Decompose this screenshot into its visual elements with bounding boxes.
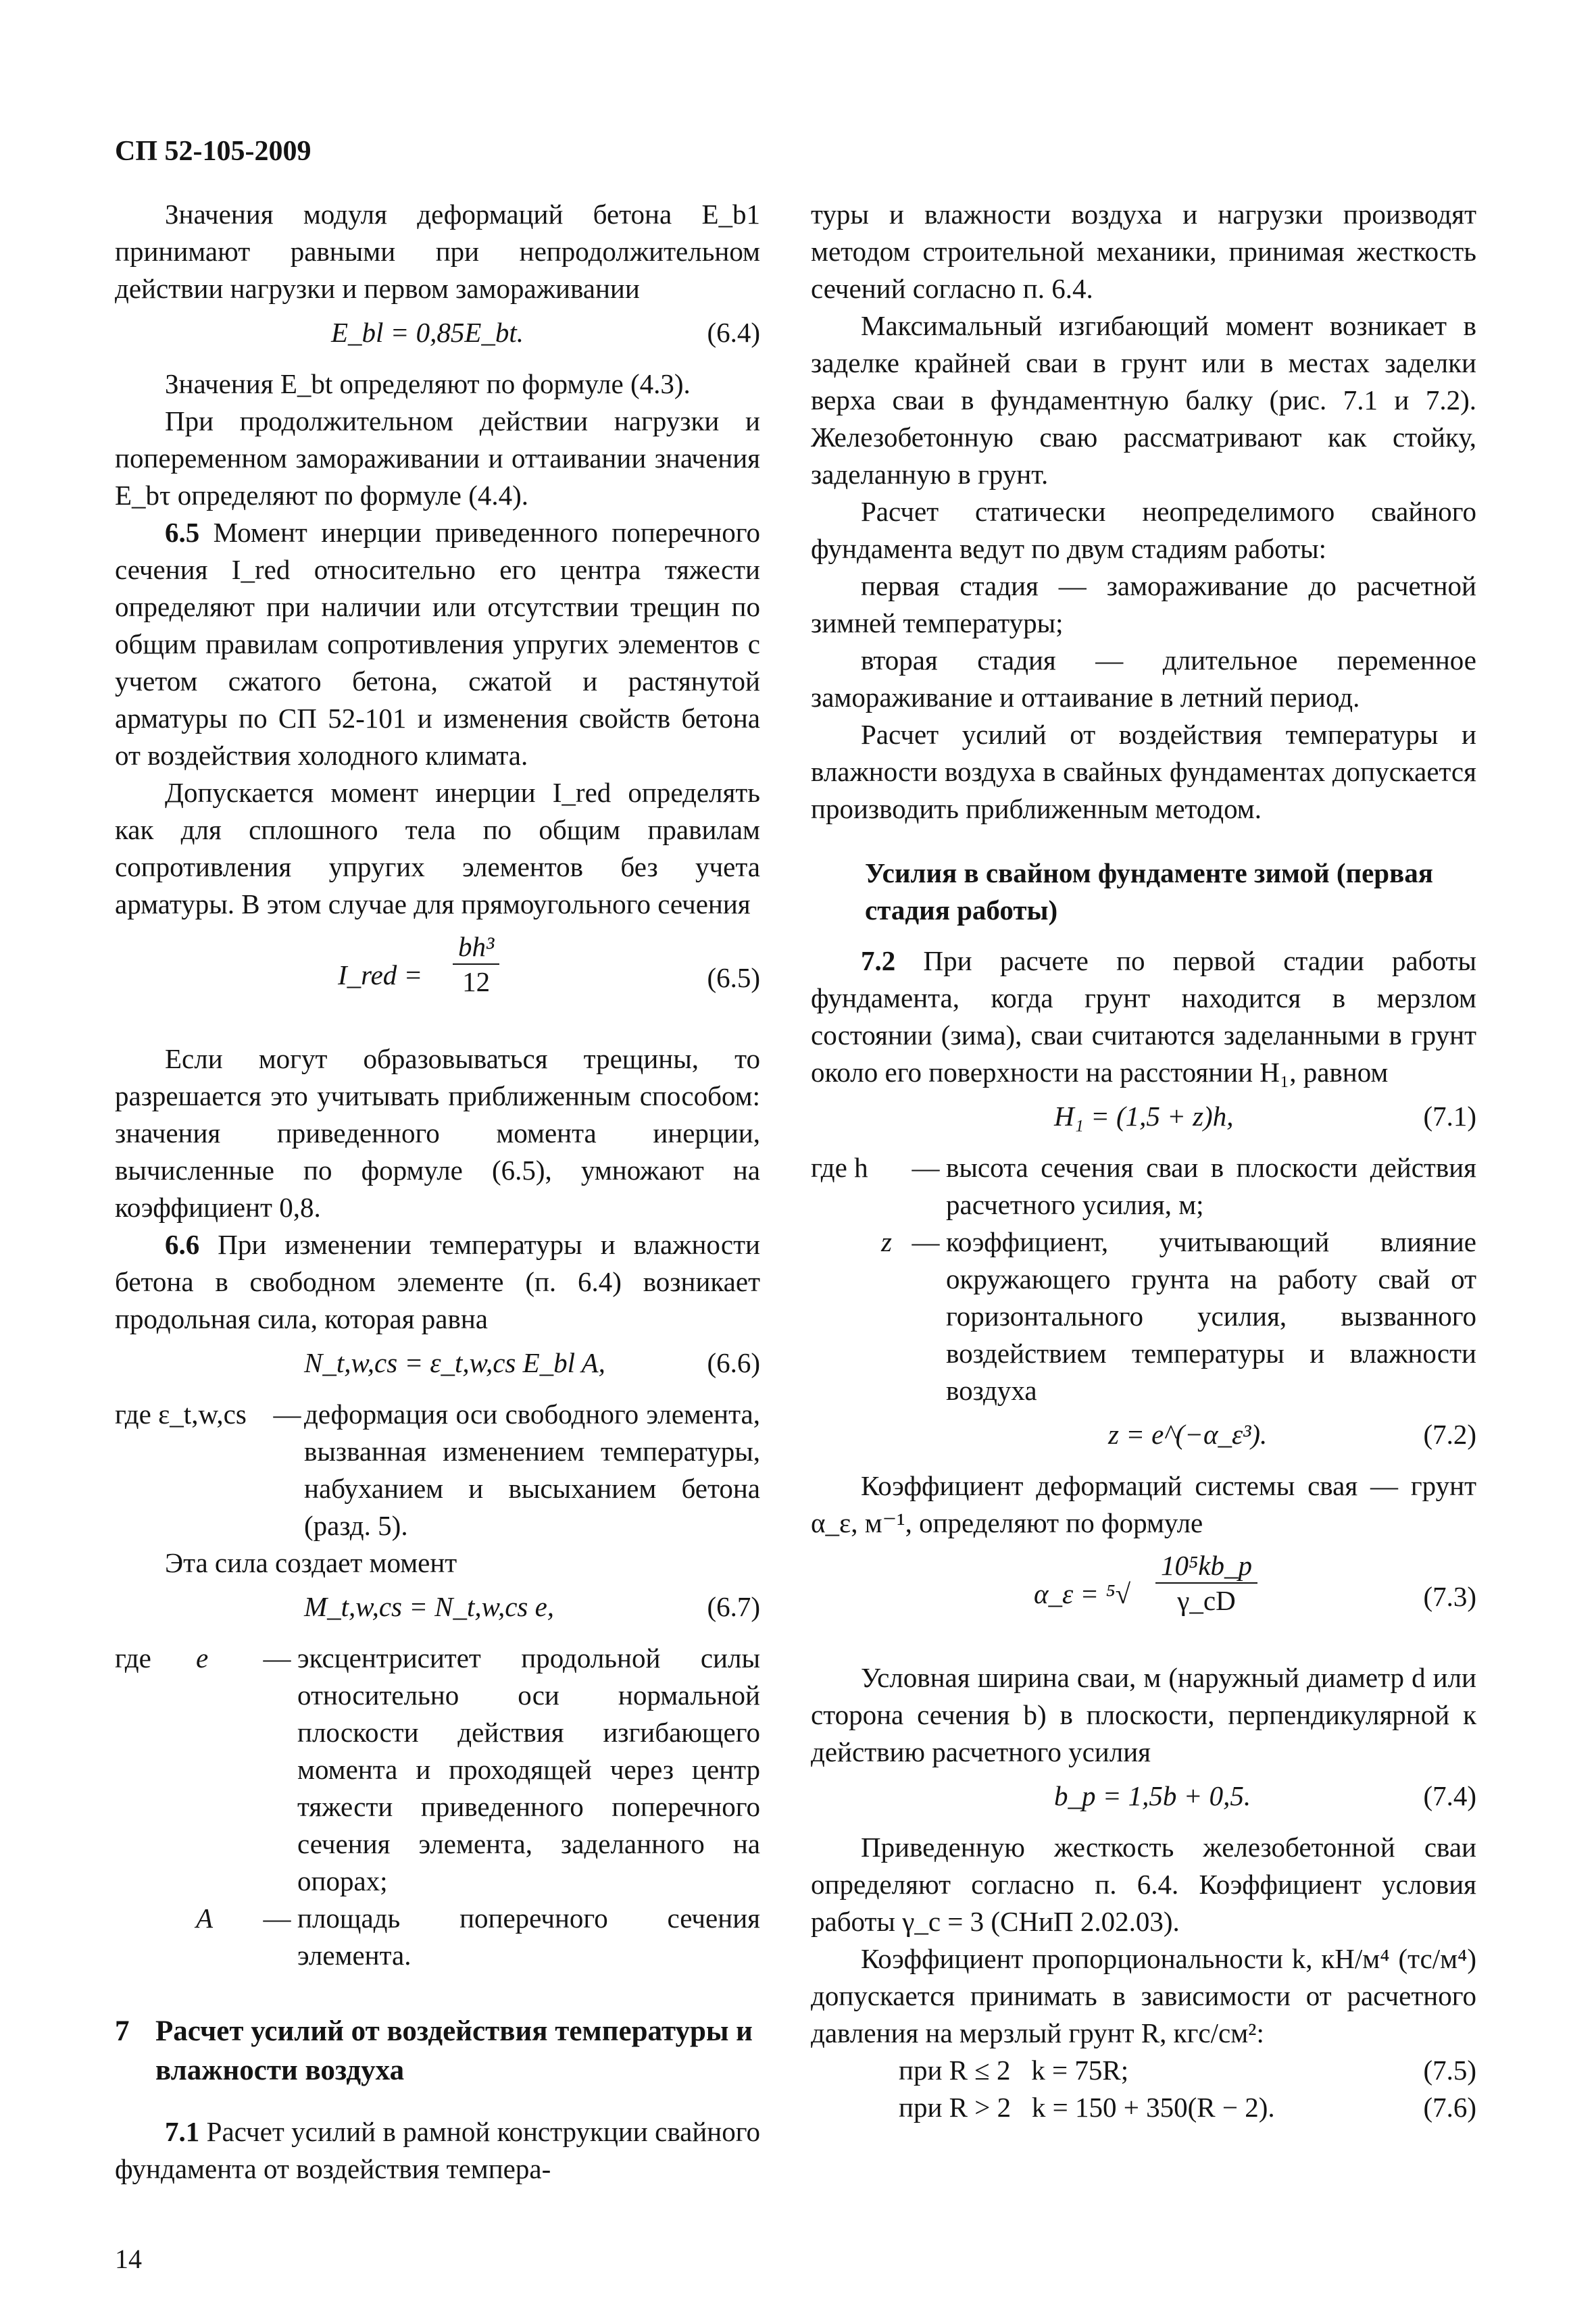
clause-text: Расчет усилий в рамной конструкции свайного фундамента от воздействия темпера- [115, 2116, 761, 2184]
subsection-heading: Усилия в свайном фундаменте зимой (первая стадия работы) [865, 857, 1433, 926]
clause-6-6 [115, 1226, 760, 1338]
condition-7-5 [811, 2052, 1476, 2089]
clause-number: 6.6 [165, 1229, 200, 1260]
where-symbol: e [196, 1642, 209, 1674]
formula-number: (6.6) [707, 1347, 760, 1378]
paragraph: туры и влажности воздуха и нагрузки производят методом строительной механики, принимая жесткость сечений согласно п. 6.4. [811, 199, 1476, 304]
where-definition: деформация оси свободного элемента, вызванная изменением температуры, набуханием и высыханием бетона (разд. 5). [304, 1399, 760, 1541]
where-symbol: где ε_t,w,cs [115, 1399, 247, 1430]
clause-7-2 [811, 942, 1476, 1091]
paragraph: Расчет усилий от воздействия температуры и влажности воздуха в свайных фундаментах допускается производить приближенным методом. [811, 719, 1476, 824]
right-column [811, 196, 1476, 2126]
clause-text: Момент инерции приведенного поперечного сечения I_red относительно его центра тяжести определяют при наличии или отсутствии трещин по общим правилам сопротивления упругих элементов с учетом сжатого бетона, сжатой и растянутой арматуры по СП 52-101 и изменения свойств бетона от воздействия холодного климата. [115, 517, 760, 771]
formula-number: (7.6) [1423, 2092, 1476, 2123]
formula-number: (7.1) [1423, 1101, 1476, 1132]
paragraph: Допускается момент инерции I_red определять как для сплошного тела по общим правилам сопротивления упругих элементов без учета арматуры. В этом случае для прямоугольного сечения [115, 777, 760, 920]
fraction [453, 930, 499, 999]
paragraph: Максимальный изгибающий момент возникает в заделке крайней сваи в грунт или в местах заделки верха сваи в фундаментную балку (рис. 7.1 и 7.2). Железобетонную сваю рассматривают как стойку, заделанную в грунт. [811, 310, 1476, 490]
formula-number: (6.7) [707, 1591, 760, 1622]
formula-expression: E_bl = 0,85E_bt. [331, 317, 524, 348]
fraction-numerator: bh³ [453, 930, 499, 965]
clause-number: 6.5 [165, 517, 200, 548]
where-definition: площадь поперечного сечения элемента. [297, 1903, 760, 1971]
formula-7-2 [811, 1416, 1476, 1458]
fraction [1155, 1549, 1257, 1617]
formula-number: (7.5) [1423, 2055, 1476, 2086]
clause-7-1 [115, 2113, 760, 2188]
where-definition: высота сечения сваи в плоскости действия расчетного усилия, м; [946, 1152, 1476, 1220]
formula-number: (6.4) [707, 317, 760, 348]
formula-6-6 [115, 1344, 760, 1386]
paragraph: Значения модуля деформаций бетона E_b1 принимают равными при непродолжительном действии нагрузки и первом замораживании [115, 199, 760, 304]
condition-text: при R > 2 k = 150 + 350(R − 2). [899, 2092, 1275, 2123]
dash: — [263, 1903, 291, 1934]
formula-number: (7.3) [1423, 1581, 1476, 1612]
formula-expression: N_t,w,cs = ε_t,w,cs E_bl A, [304, 1347, 605, 1378]
clause-6-5 [115, 514, 760, 774]
stage-item: вторая стадия — длительное переменное замораживание и оттаивание в летний период. [811, 645, 1476, 713]
formula-7-3 [811, 1549, 1476, 1650]
condition-text: при R ≤ 2 k = 75R; [899, 2055, 1129, 2086]
paragraph: Эта сила создает момент [165, 1547, 457, 1578]
fraction-denominator: γ_cD [1177, 1585, 1236, 1616]
fraction-numerator: 10⁵kb_p [1155, 1549, 1257, 1584]
fraction-denominator: 12 [462, 966, 491, 997]
where-block [811, 1149, 1476, 1409]
clause-text: При расчете по первой стадии работы фундамента, когда грунт находится в мерзлом состоянии (зима), сваи считаются заделанными в грунт около его поверхности на расстоянии H₁, равном [811, 945, 1477, 1088]
where-block [115, 1396, 760, 1544]
formula-lhs: I_red = [338, 959, 423, 990]
formula-expression: b_p = 1,5b + 0,5. [1054, 1780, 1251, 1811]
dash: — [912, 1152, 940, 1183]
where-symbol: z [881, 1226, 892, 1257]
where-block [115, 1640, 760, 1974]
paragraph: Коэффициент пропорциональности k, кН/м⁴ (тс/м⁴) допускается принимать в зависимости от расчетного давления на мерзлый грунт R, кгс/см²: [811, 1943, 1476, 2048]
section-title: Расчет усилий от воздействия температуры и влажности воздуха [155, 2015, 753, 2086]
where-symbol: A [196, 1903, 214, 1934]
stage-item: первая стадия — замораживание до расчетной зимней температуры; [811, 570, 1476, 638]
paragraph: Коэффициент деформаций системы свая — грунт α_ε, м⁻¹, определяют по формуле [811, 1470, 1476, 1538]
dash: — [273, 1399, 301, 1430]
formula-number: (6.5) [707, 962, 760, 993]
condition-7-6 [811, 2089, 1476, 2126]
section-heading-7 [115, 2012, 760, 2090]
paragraph: При продолжительном действии нагрузки и попеременном замораживании и оттаивании значения E_bτ определяют по формуле (4.4). [115, 405, 760, 511]
left-column [115, 196, 760, 2188]
formula-expression: M_t,w,cs = N_t,w,cs e, [304, 1591, 555, 1622]
paragraph: Приведенную жесткость железобетонной сваи определяют согласно п. 6.4. Коэффициент условия работы γ_c = 3 (СНиП 2.02.03). [811, 1832, 1476, 1937]
page-number: 14 [115, 2244, 142, 2274]
section-number: 7 [115, 2015, 130, 2047]
formula-6-4 [115, 314, 760, 356]
where-definition: эксцентриситет продольной силы относительно оси нормальной плоскости действия изгибающего момента и проходящей через центр тяжести приведенного поперечного сечения элемента, заделанного на опорах; [297, 1642, 760, 1896]
formula-6-7 [115, 1588, 760, 1630]
formula-lhs: α_ε = ⁵√ [1034, 1578, 1131, 1609]
paragraph: Расчет статически неопределимого свайного фундамента ведут по двум стадиям работы: [811, 496, 1476, 564]
paragraph: Условная ширина сваи, м (наружный диаметр d или сторона сечения b) в плоскости, перпендикулярной к действию расчетного усилия [811, 1662, 1476, 1767]
formula-number: (7.4) [1423, 1780, 1476, 1811]
where-word: где [115, 1642, 151, 1674]
dash: — [912, 1226, 940, 1257]
where-symbol: где h [811, 1152, 868, 1183]
paragraph: Значения E_bt определяют по формуле (4.3). [165, 368, 691, 399]
clause-number: 7.1 [165, 2116, 200, 2147]
formula-6-5 [115, 930, 760, 1031]
document-code-header: СП 52-105-2009 [115, 136, 311, 167]
clause-number: 7.2 [861, 945, 896, 976]
where-definition: коэффициент, учитывающий влияние окружающего грунта на работу свай от горизонтального усилия, вызванного воздействием температуры и влажности воздуха [946, 1226, 1476, 1406]
formula-expression: z = e^(−α_ε³). [1108, 1419, 1268, 1450]
formula-7-4 [811, 1778, 1476, 1819]
formula-expression: H₁ = (1,5 + z)h, [1054, 1101, 1234, 1132]
formula-number: (7.2) [1423, 1419, 1476, 1450]
paragraph: Если могут образовываться трещины, то разрешается это учитывать приближенным способом: значения приведенного момента инерции, вычисленные по формуле (6.5), умножают на коэффициент 0,8. [115, 1043, 760, 1223]
dash: — [263, 1642, 291, 1674]
clause-text: При изменении температуры и влажности бетона в свободном элементе (п. 6.4) возникает продольная сила, которая равна [115, 1229, 760, 1334]
formula-7-1 [811, 1098, 1476, 1140]
